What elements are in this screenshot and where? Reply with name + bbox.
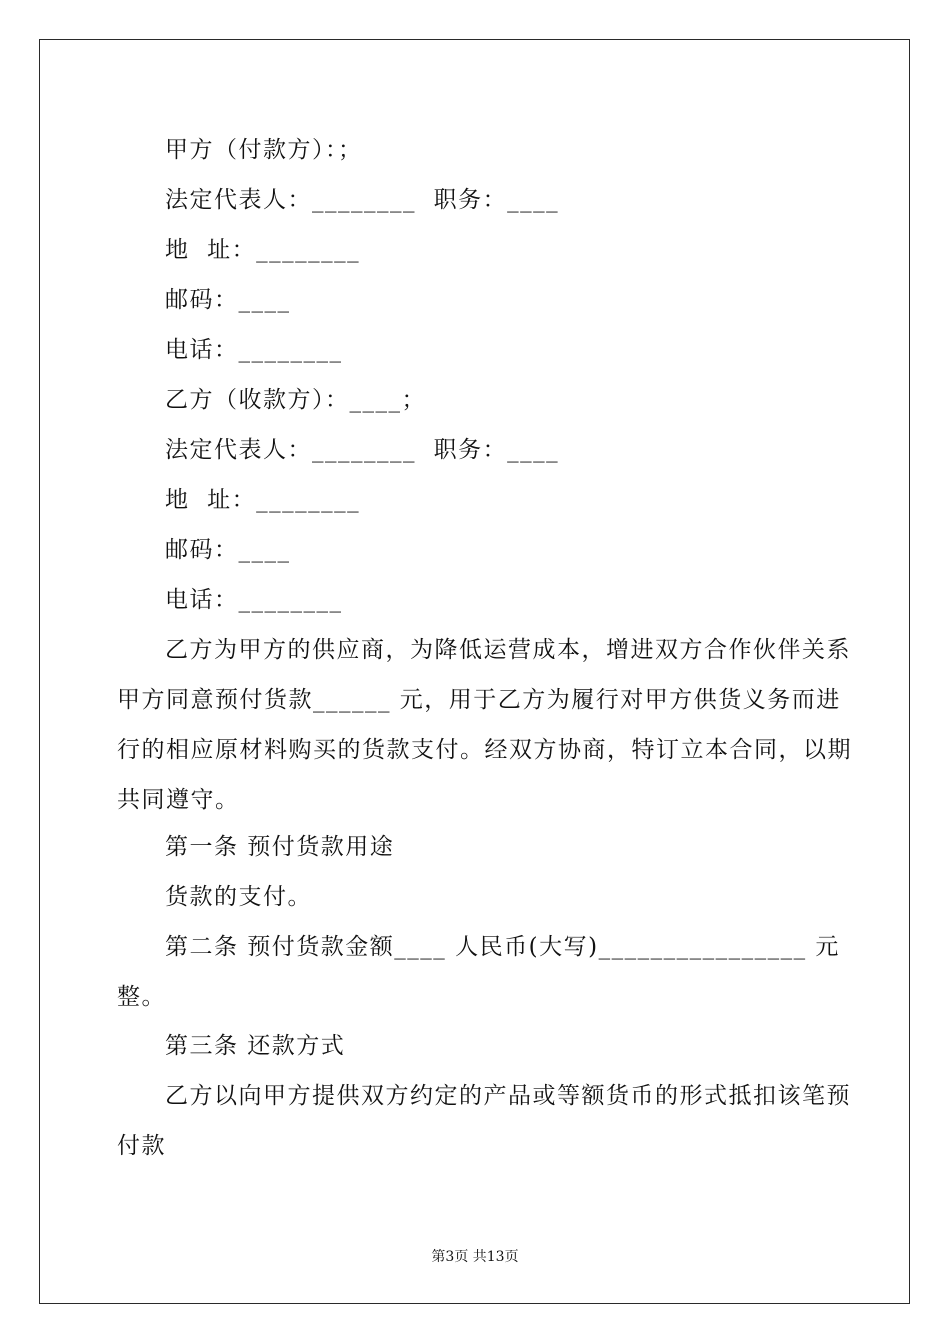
article-2-line: 第二条 预付货款金额____ 人民币(大写)________________ 元 — [165, 934, 840, 960]
preamble-line: 乙方为甲方的供应商，为降低运营成本，增进双方合作伙伴关系 — [165, 637, 851, 663]
party-a-phone: 电话：________ — [165, 337, 343, 363]
party-b-phone: 电话：________ — [165, 587, 343, 613]
preamble-paragraph — [117, 625, 852, 825]
preamble-line: 共同遵守。 — [117, 787, 240, 813]
article-3-line: 付款 — [117, 1133, 166, 1159]
party-b-address: 地 址：________ — [165, 487, 361, 513]
party-a-postcode: 邮码：____ — [165, 287, 291, 313]
party-b-postcode: 邮码：____ — [165, 537, 291, 563]
article-1-heading: 第一条 预付货款用途 — [165, 834, 395, 860]
article-1-body: 货款的支付。 — [165, 884, 312, 910]
party-b-representative: 法定代表人：________ 职务：____ — [165, 437, 560, 463]
article-3-paragraph — [117, 1071, 851, 1171]
article-3-line: 乙方以向甲方提供双方约定的产品或等额货币的形式抵扣该笔预 — [165, 1083, 851, 1109]
preamble-line: 甲方同意预付货款______ 元，用于乙方为履行对甲方供货义务而进 — [117, 687, 841, 713]
article-3-heading: 第三条 还款方式 — [165, 1033, 346, 1059]
party-a-address: 地 址：________ — [165, 237, 361, 263]
party-b-title: 乙方（收款方）：____； — [165, 387, 426, 413]
article-2-line: 整。 — [117, 984, 166, 1010]
article-2-paragraph — [117, 922, 840, 1022]
preamble-line: 行的相应原材料购买的货款支付。经双方协商，特订立本合同，以期 — [117, 737, 852, 763]
party-a-representative: 法定代表人：________ 职务：____ — [165, 187, 560, 213]
page-number: 第3页 共13页 — [431, 1249, 519, 1265]
party-a-title: 甲方（付款方）：； — [165, 137, 363, 163]
